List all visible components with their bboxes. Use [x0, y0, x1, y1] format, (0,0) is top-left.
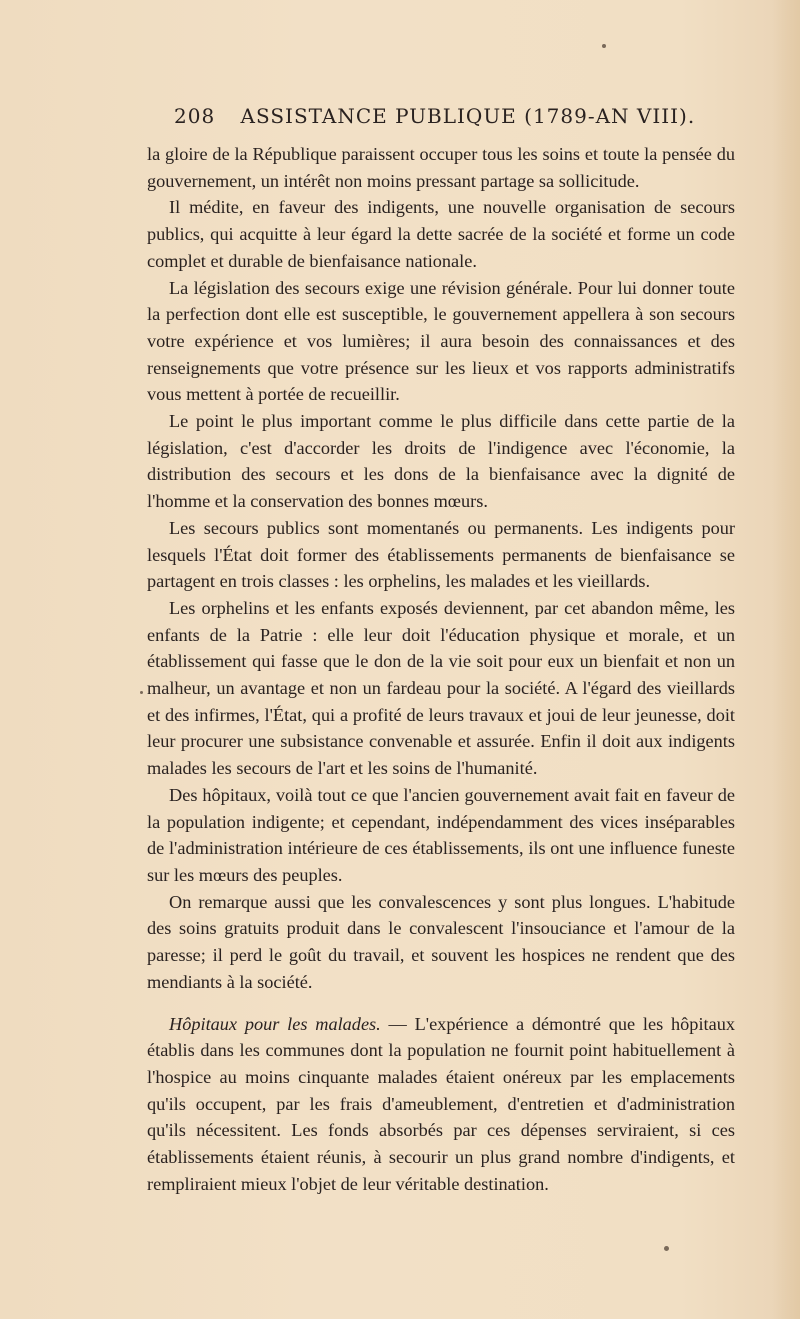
paragraph: la gloire de la République paraissent occuper tous les soins et toute la pensée du gouvernement, un intérêt non moins pressant partage sa sollicitude. — [147, 144, 735, 191]
paragraph: Le point le plus important comme le plus difficile dans cette partie de la législation, c'est d'accorder les droits de l'indigence avec l'économie, la distribution des secours et les dons de la bienfaisance avec la dignité de l'homme et la conservation des bonnes mœurs. — [147, 411, 735, 512]
section-dash: — — [380, 1013, 415, 1034]
print-speck — [140, 691, 143, 694]
print-speck — [664, 1246, 669, 1251]
body-text — [147, 141, 735, 1197]
section-heading: Hôpitaux pour les malades. — [169, 1013, 381, 1034]
page-edge-shadow — [772, 0, 800, 1319]
paragraph: On remarque aussi que les convalescences y sont plus longues. L'habitude des soins gratuits produit dans le convalescent l'insouciance et l'amour de la paresse; il perd le goût du travail, et souvent les hospices ne rendent que des mendiants à la société. — [147, 891, 735, 992]
paragraph: Les secours publics sont momentanés ou permanents. Les indigents pour lesquels l'État doit former des établissements permanents de bienfaisance se partagent en trois classes : les orphelins, les malades et les vieillards. — [147, 517, 735, 592]
running-title: ASSISTANCE PUBLIQUE (1789-AN VIII). — [240, 104, 696, 128]
paragraph: La législation des secours exige une révision générale. Pour lui donner toute la perfection dont elle est susceptible, le gouvernement appellera à son secours votre expérience et vos lumières; il aura besoin des connaissances et des renseignements que votre présence sur les lieux et vos rapports administratifs vous mettent à portée de recueillir. — [147, 277, 735, 405]
section-paragraph — [147, 1011, 735, 1198]
section-text: L'expérience a démontré que les hôpitaux établis dans les communes dont la population ne fournit point habituellement à l'hospice au moins cinquante malades étaient onéreux par les emplacements qu'ils occupent, par les frais d'ameublement, d'entretien et d'administration qu'ils nécessitent. Les fonds absorbés par ces dépenses serviraient, si ces établissements étaient réunis, à secourir un plus grand nombre d'indigents, et rempliraient mieux l'objet de leur véritable destination. — [147, 1013, 735, 1194]
paragraph: Des hôpitaux, voilà tout ce que l'ancien gouvernement avait fait en faveur de la population indigente; et cependant, indépendamment des vices inséparables de l'administration intérieure de ces établissements, ils ont une influence funeste sur les mœurs des peuples. — [147, 784, 735, 885]
page-number: 208 — [174, 104, 216, 128]
print-speck — [602, 44, 606, 48]
running-header — [174, 104, 696, 128]
paragraph: Il médite, en faveur des indigents, une nouvelle organisation de secours publics, qui acquitte à leur égard la dette sacrée de la société et forme un code complet et durable de bienfaisance nationale. — [147, 197, 735, 271]
paragraph: Les orphelins et les enfants exposés deviennent, par cet abandon même, les enfants de la Patrie : elle leur doit l'éducation physique et morale, et un établissement qui fasse que le don de la vie soit pour eux un bienfait et non un malheur, un avantage et non un fardeau pour la société. A l'égard des vieillards et des infirmes, l'État, qui a profité de leurs travaux et joui de leur jeunesse, doit leur procurer une subsistance convenable et assurée. Enfin il doit aux indigents malades les secours de l'art et les soins de l'humanité. — [147, 597, 735, 779]
